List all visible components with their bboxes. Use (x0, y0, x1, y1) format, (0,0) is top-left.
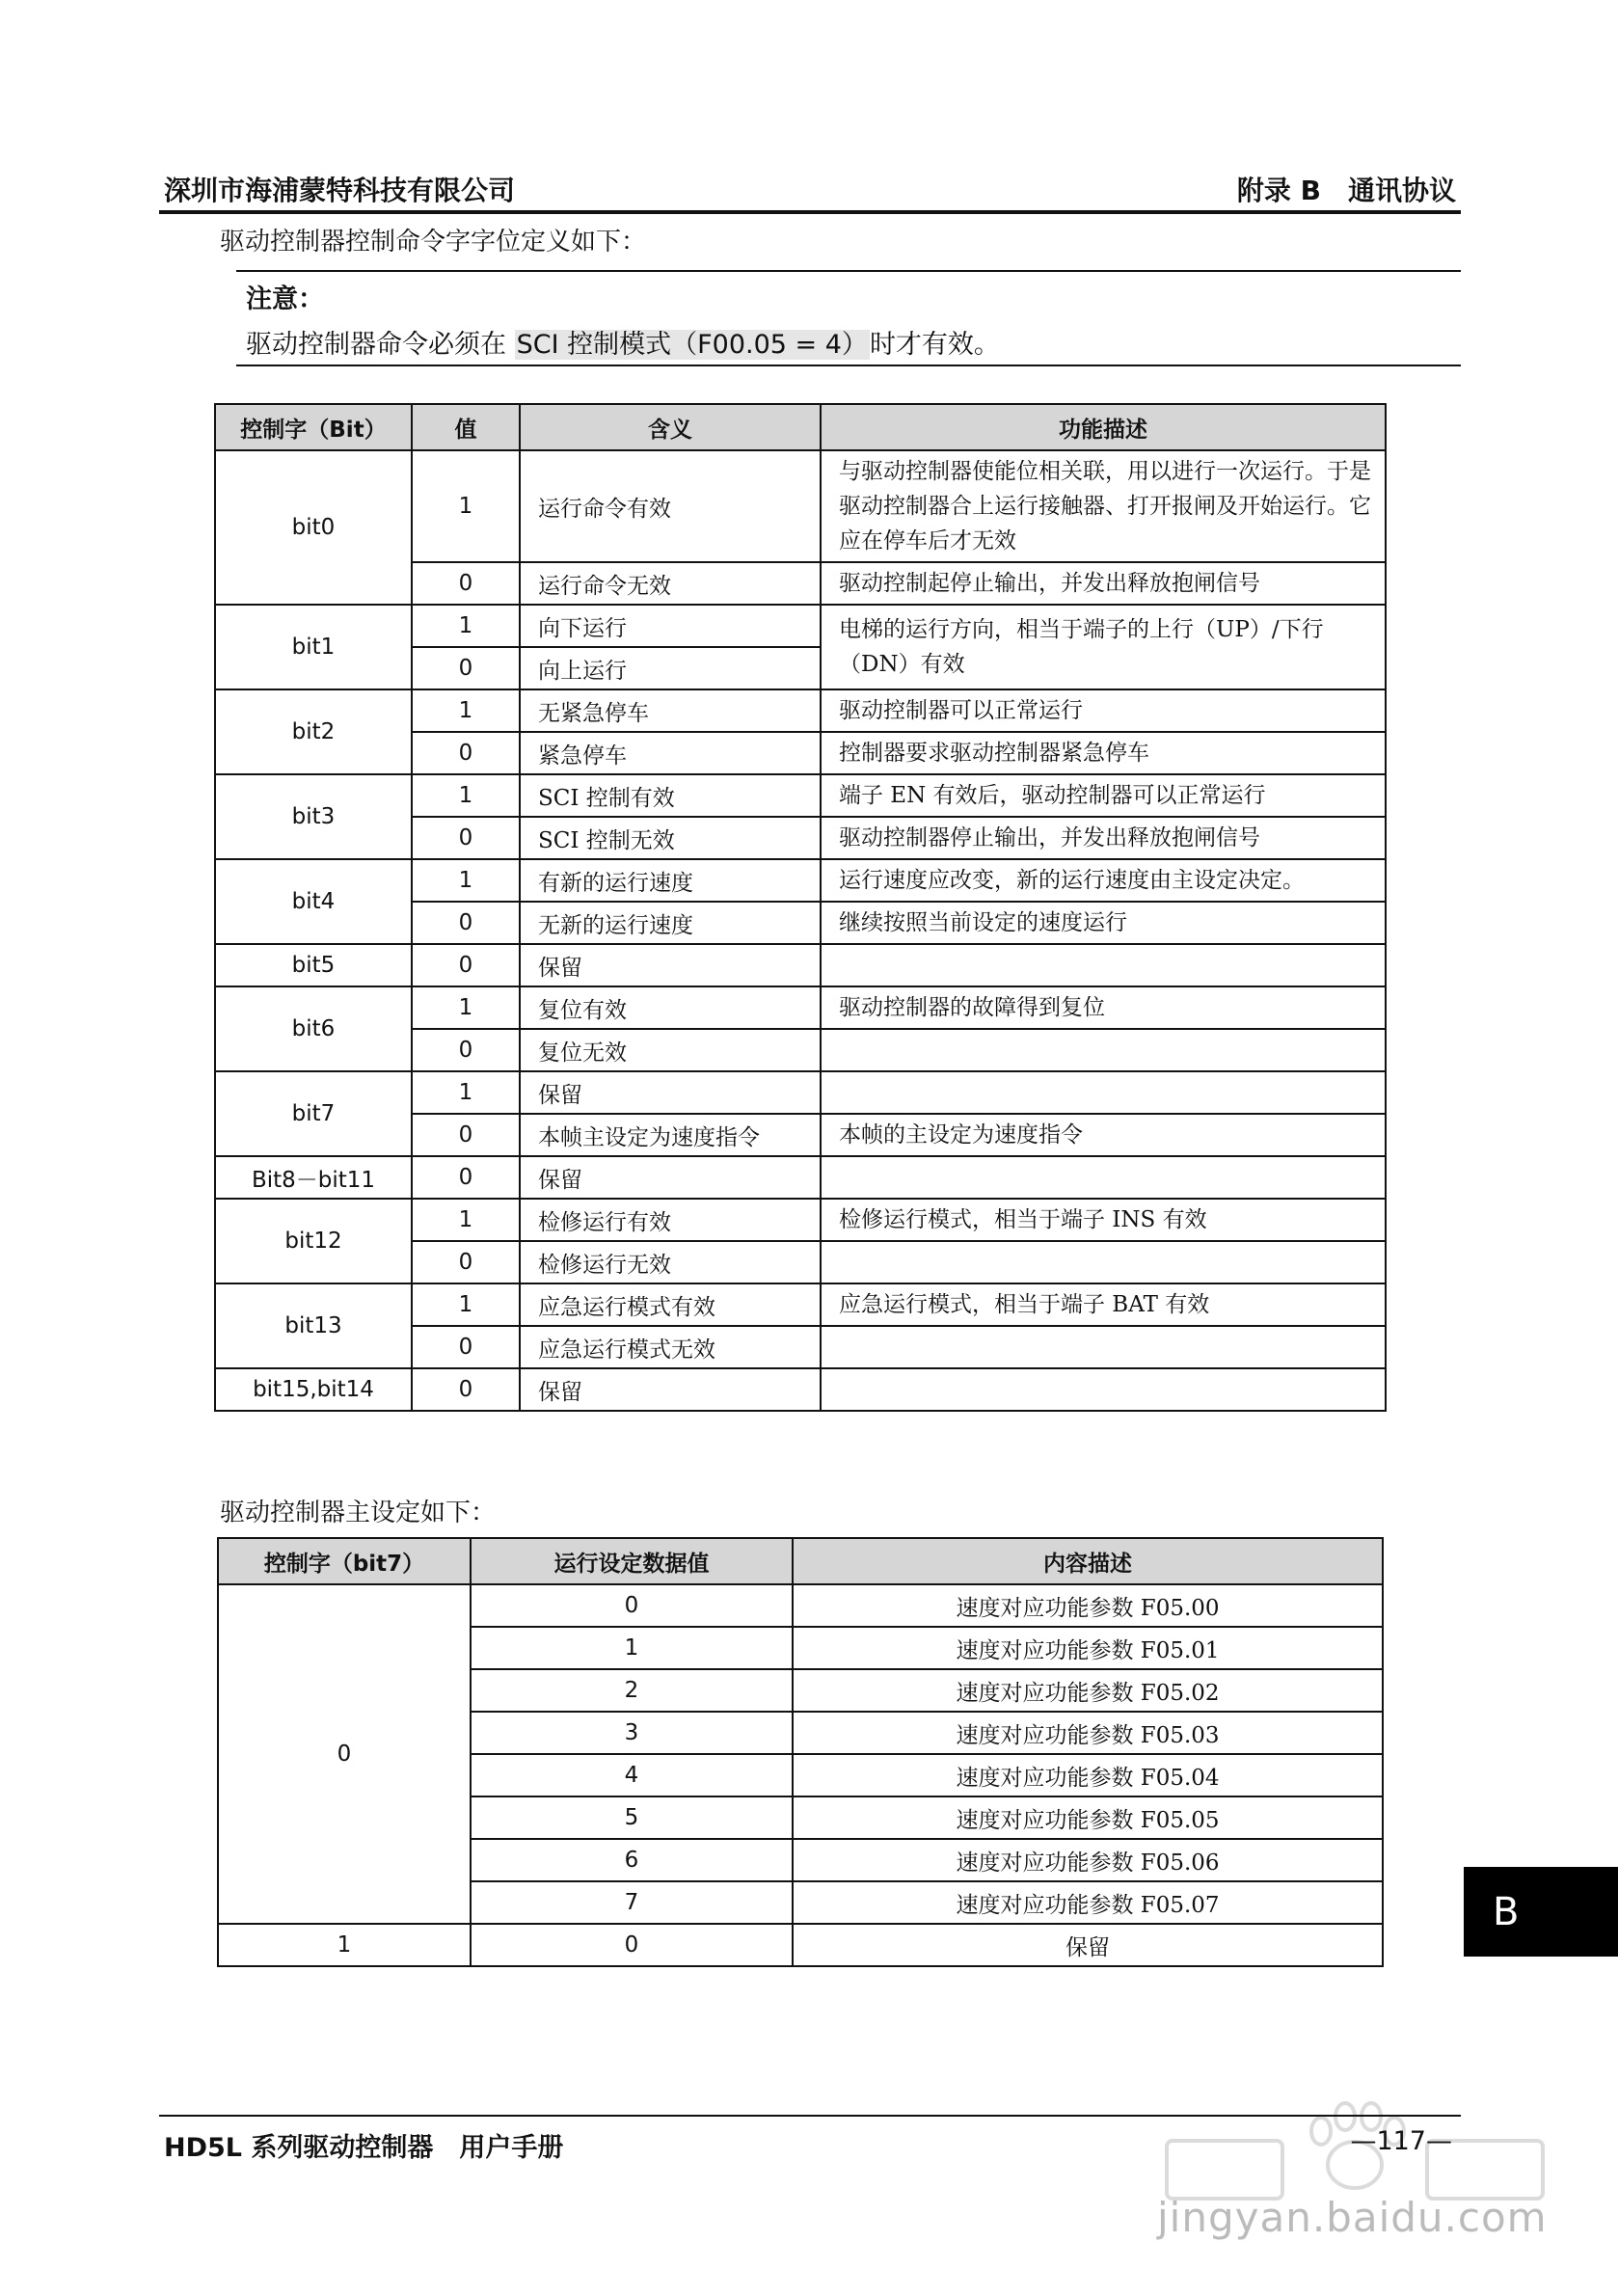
main-setting-table (217, 1537, 1384, 1967)
cell-description (821, 1029, 1386, 1071)
cell-bit: bit5 (215, 944, 412, 986)
cell-meaning: 应急运行模式无效 (520, 1326, 821, 1368)
cell-description: 检修运行模式，相当于端子 INS 有效 (821, 1199, 1386, 1241)
cell-description: 驱动控制器的故障得到复位 (821, 986, 1386, 1029)
cell-meaning: 向下运行 (520, 605, 821, 647)
header-bit: 控制字（Bit） (215, 404, 412, 450)
cell-bit: bit6 (215, 986, 412, 1071)
cell-meaning: 保留 (520, 1156, 821, 1199)
cell-value: 2 (471, 1669, 793, 1712)
cell-description (821, 944, 1386, 986)
cell-description: 电梯的运行方向，相当于端子的上行（UP）/下行（DN）有效 (821, 605, 1386, 689)
cell-description: 继续按照当前设定的速度运行 (821, 902, 1386, 944)
cell-meaning: 运行命令无效 (520, 562, 821, 605)
cell-description: 与驱动控制器使能位相关联，用以进行一次运行。于是驱动控制器合上运行接触器、打开报闸及开始运行。它应在停车后才无效 (821, 450, 1386, 562)
cell-value: 1 (412, 450, 520, 562)
cell-meaning: 保留 (520, 1071, 821, 1114)
cell-value: 1 (412, 1199, 520, 1241)
cell-value: 0 (412, 1241, 520, 1283)
cell-meaning: 无新的运行速度 (520, 902, 821, 944)
footer-rule (159, 2115, 1461, 2117)
table-row (215, 859, 1386, 902)
cell-value: 0 (471, 1924, 793, 1966)
table-row (215, 986, 1386, 1029)
footer-manual-title: HD5L 系列驱动控制器 用户手册 (164, 2133, 564, 2163)
cell-description: 驱动控制器可以正常运行 (821, 689, 1386, 732)
cell-description: 速度对应功能参数 F05.05 (793, 1796, 1383, 1839)
header-control-word: 控制字（bit7） (218, 1538, 471, 1584)
cell-meaning: 保留 (520, 1368, 821, 1411)
cell-value: 4 (471, 1754, 793, 1796)
table-row (215, 689, 1386, 732)
cell-description: 速度对应功能参数 F05.03 (793, 1712, 1383, 1754)
note-title: 注意： (246, 284, 324, 314)
cell-bit: bit2 (215, 689, 412, 774)
cell-value: 1 (412, 1071, 520, 1114)
table-row (215, 1283, 1386, 1326)
cell-description: 保留 (793, 1924, 1383, 1966)
cell-bit: bit4 (215, 859, 412, 944)
cell-value: 0 (412, 944, 520, 986)
cell-bit: bit1 (215, 605, 412, 689)
cell-description (821, 1071, 1386, 1114)
table-row (215, 605, 1386, 647)
cell-value: 0 (412, 1156, 520, 1199)
header-content-description: 内容描述 (793, 1538, 1383, 1584)
table-row (218, 1584, 1383, 1627)
cell-description: 端子 EN 有效后，驱动控制器可以正常运行 (821, 774, 1386, 817)
cell-bit: bit0 (215, 450, 412, 605)
table-row (215, 450, 1386, 562)
header-meaning: 含义 (520, 404, 821, 450)
table-header-row (215, 404, 1386, 450)
cell-bit: bit3 (215, 774, 412, 859)
cell-meaning: SCI 控制无效 (520, 817, 821, 859)
cell-description: 速度对应功能参数 F05.04 (793, 1754, 1383, 1796)
cell-value: 1 (471, 1627, 793, 1669)
cell-meaning: 复位有效 (520, 986, 821, 1029)
cell-meaning: 向上运行 (520, 647, 821, 689)
cell-meaning: 无紧急停车 (520, 689, 821, 732)
header-section: 附录 B 通讯协议 (1236, 175, 1456, 206)
cell-value: 0 (412, 1368, 520, 1411)
header-company: 深圳市海浦蒙特科技有限公司 (164, 175, 516, 206)
cell-value: 6 (471, 1839, 793, 1881)
cell-value: 1 (412, 774, 520, 817)
cell-meaning: 紧急停车 (520, 732, 821, 774)
cell-description: 速度对应功能参数 F05.07 (793, 1881, 1383, 1924)
cell-description: 应急运行模式，相当于端子 BAT 有效 (821, 1283, 1386, 1326)
cell-value: 1 (412, 1283, 520, 1326)
note-after: 时才有效。 (869, 330, 1000, 360)
cell-value: 0 (412, 902, 520, 944)
cell-description: 速度对应功能参数 F05.02 (793, 1669, 1383, 1712)
cell-bit: bit12 (215, 1199, 412, 1283)
watermark-text: jingyan.baidu.com (1157, 2194, 1548, 2241)
cell-description (821, 1241, 1386, 1283)
cell-bit: bit7 (215, 1071, 412, 1156)
header-value: 值 (412, 404, 520, 450)
control-word-table (214, 403, 1387, 1412)
header-description: 功能描述 (821, 404, 1386, 450)
cell-bit: bit13 (215, 1283, 412, 1368)
header-setting-value: 运行设定数据值 (471, 1538, 793, 1584)
cell-meaning: 本帧主设定为速度指令 (520, 1114, 821, 1156)
cell-meaning: 复位无效 (520, 1029, 821, 1071)
cell-description: 速度对应功能参数 F05.06 (793, 1839, 1383, 1881)
cell-description (821, 1326, 1386, 1368)
cell-description (821, 1368, 1386, 1411)
cell-value: 3 (471, 1712, 793, 1754)
cell-value: 0 (412, 562, 520, 605)
table-row (218, 1924, 1383, 1966)
table-row (215, 774, 1386, 817)
cell-meaning: 检修运行有效 (520, 1199, 821, 1241)
header-rule (159, 210, 1461, 214)
cell-description: 速度对应功能参数 F05.01 (793, 1627, 1383, 1669)
cell-group-0: 0 (218, 1584, 471, 1924)
cell-meaning: 保留 (520, 944, 821, 986)
appendix-side-tab: B (1464, 1867, 1618, 1957)
note-top-rule (236, 270, 1461, 272)
cell-description (821, 1156, 1386, 1199)
cell-meaning: 应急运行模式有效 (520, 1283, 821, 1326)
cell-description: 速度对应功能参数 F05.00 (793, 1584, 1383, 1627)
cell-value: 0 (412, 817, 520, 859)
cell-value: 0 (471, 1584, 793, 1627)
table-row (215, 1199, 1386, 1241)
cell-value: 1 (412, 859, 520, 902)
table-row (215, 1071, 1386, 1114)
cell-value: 1 (412, 986, 520, 1029)
footer-page-number: —117— (1350, 2126, 1452, 2156)
table-row (215, 1156, 1386, 1199)
cell-value: 1 (412, 689, 520, 732)
intro-text: 驱动控制器控制命令字字位定义如下： (220, 228, 647, 257)
cell-description: 本帧的主设定为速度指令 (821, 1114, 1386, 1156)
intro2-text: 驱动控制器主设定如下： (220, 1499, 497, 1527)
cell-value: 0 (412, 1326, 520, 1368)
note-body (246, 323, 1000, 361)
cell-value: 0 (412, 647, 520, 689)
cell-bit: bit15,bit14 (215, 1368, 412, 1411)
cell-value: 0 (412, 732, 520, 774)
cell-meaning: 运行命令有效 (520, 450, 821, 562)
cell-meaning: SCI 控制有效 (520, 774, 821, 817)
note-bottom-rule (236, 365, 1461, 366)
cell-group-1: 1 (218, 1924, 471, 1966)
table-header-row (218, 1538, 1383, 1584)
note-highlight: SCI 控制模式（F00.05 = 4） (516, 330, 868, 360)
cell-meaning: 检修运行无效 (520, 1241, 821, 1283)
cell-value: 7 (471, 1881, 793, 1924)
cell-description: 驱动控制起停止输出，并发出释放抱闸信号 (821, 562, 1386, 605)
table-row (215, 944, 1386, 986)
cell-description: 运行速度应改变，新的运行速度由主设定决定。 (821, 859, 1386, 902)
cell-value: 0 (412, 1029, 520, 1071)
cell-value: 0 (412, 1114, 520, 1156)
cell-value: 5 (471, 1796, 793, 1839)
cell-value: 1 (412, 605, 520, 647)
cell-meaning: 有新的运行速度 (520, 859, 821, 902)
note-before: 驱动控制器命令必须在 (246, 330, 515, 360)
cell-description: 驱动控制器停止输出，并发出释放抱闸信号 (821, 817, 1386, 859)
table-row (215, 1368, 1386, 1411)
cell-description: 控制器要求驱动控制器紧急停车 (821, 732, 1386, 774)
cell-bit: Bit8－bit11 (215, 1156, 412, 1199)
